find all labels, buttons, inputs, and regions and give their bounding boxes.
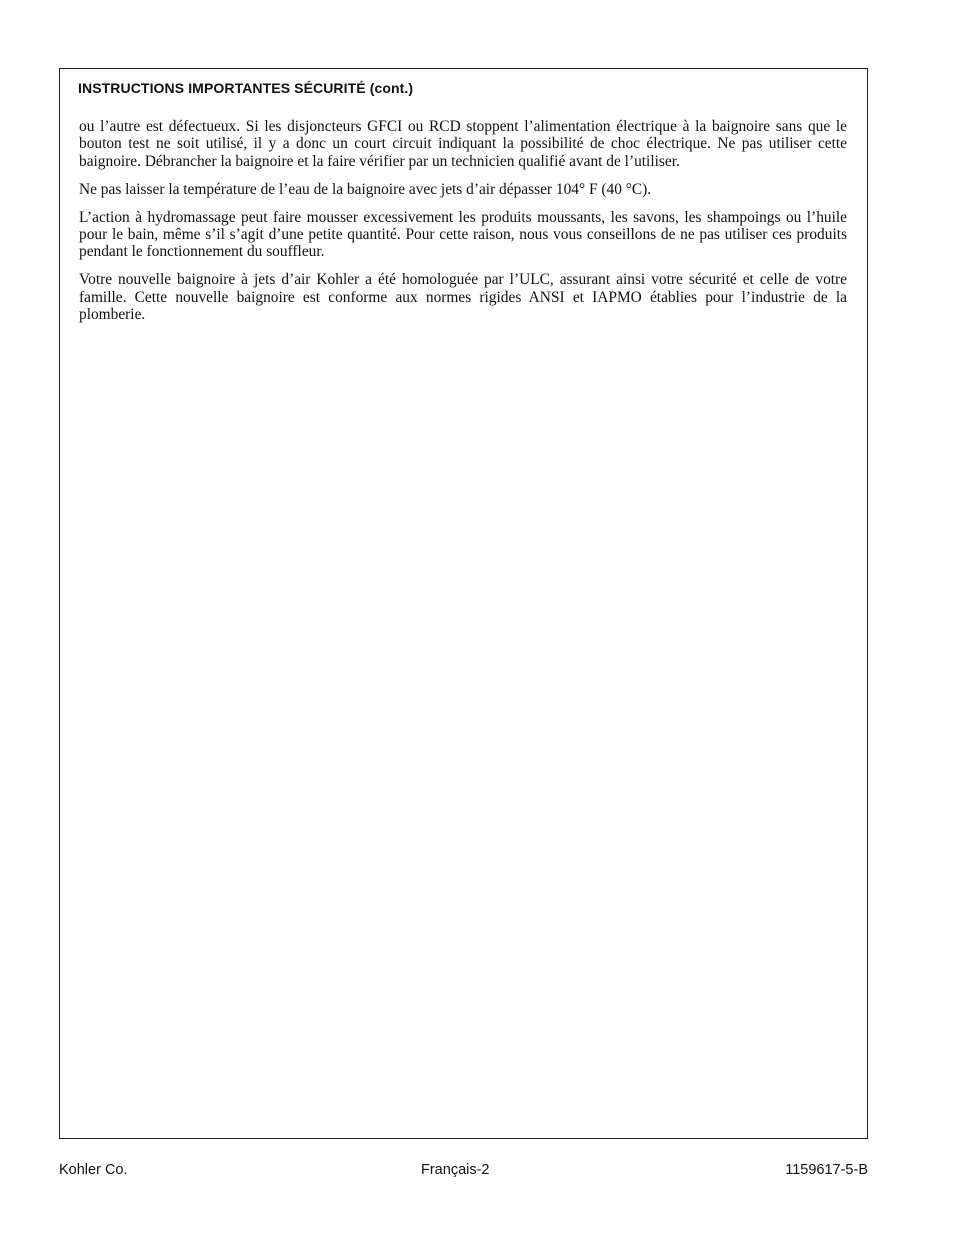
section-heading: INSTRUCTIONS IMPORTANTES SÉCURITÉ (cont.) <box>78 80 414 96</box>
paragraph-foam-warning: L’action à hydromassage peut faire mousser excessivement les produits moussants, les savons, les shampoings ou l’huile pour le bain, même s’il s’agit d’une petite quantité. Pour cette raison, nous vous conseillons de ne pas utiliser ces produits pendant le fonctionnement du souffleur. <box>79 208 847 261</box>
paragraph-gfci-warning: ou l’autre est défectueux. Si les disjoncteurs GFCI ou RCD stoppent l’alimentation électrique à la baignoire sans que le bouton test ne soit utilisé, il y a donc un court circuit indiquant la possibilité de choc électrique. Ne pas utiliser cette baignoire. Débrancher la baignoire et la faire vérifier par un technicien qualifié avant de l’utiliser. <box>79 118 847 170</box>
footer-doc-number: 1159617-5-B <box>785 1162 868 1178</box>
paragraph-water-temperature: Ne pas laisser la température de l’eau de la baignoire avec jets d’air dépasser 104° F (40 °C). <box>79 180 652 198</box>
section-body <box>79 118 847 334</box>
paragraph-certification: Votre nouvelle baignoire à jets d’air Kohler a été homologuée par l’ULC, assurant ainsi votre sécurité et celle de votre famille. Cette nouvelle baignoire est conforme aux normes rigides ANSI et IAPMO établies pour l’industrie de la plomberie. <box>79 271 847 324</box>
footer-company: Kohler Co. <box>59 1162 128 1178</box>
footer-page-label: Français-2 <box>421 1162 490 1178</box>
